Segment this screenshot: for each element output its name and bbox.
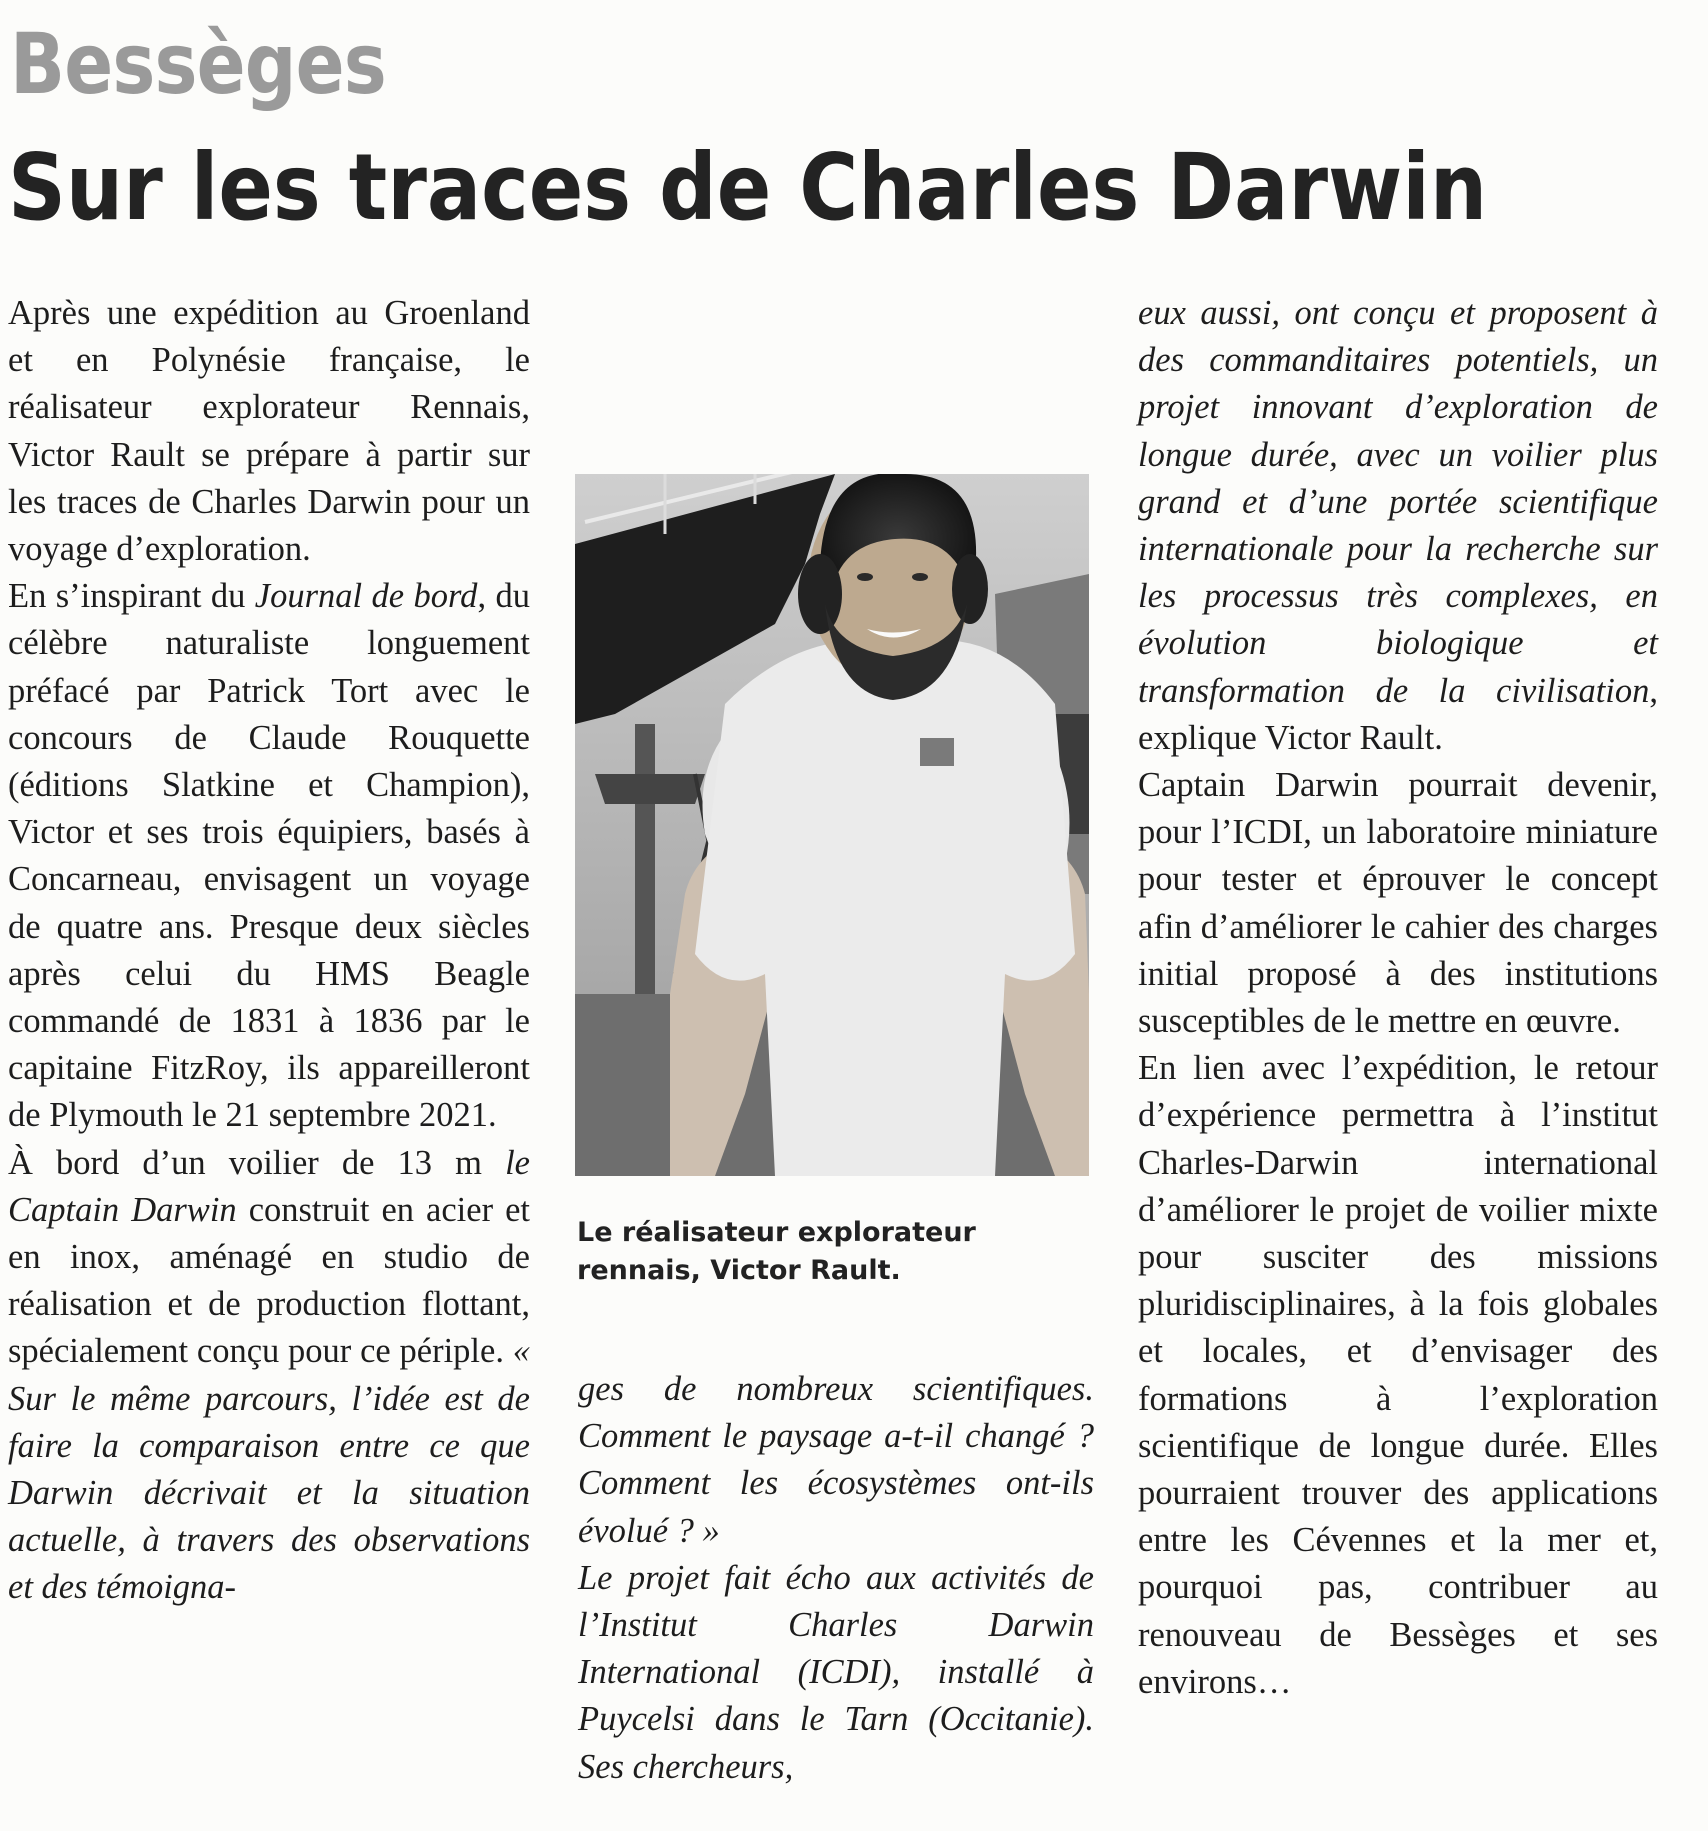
article-column-3 (1138, 290, 1658, 1706)
article-headline: Sur les traces de Charles Darwin (8, 134, 1488, 241)
caption-line: Le réalisateur explorateur (577, 1217, 976, 1248)
paragraph: eux aussi, ont conçu et proposent à des commanditaires potentiels, un projet innovant d’exploration de longue durée, avec un voilier plus grand et d’une portée scientifique internationale pour la recherche sur les processus très complexes, en évolution biologique et transformation de la civilisation, explique Victor Rault. (1138, 294, 1658, 757)
paragraph: En s’inspirant du Journal de bord, du célèbre naturaliste longuement préfacé par Patrick Tort avec le concours de Claude Rouquette (éditions Slatkine et Champion), Victor et ses trois équipiers, basés à Concarneau, envisagent un voyage de quatre ans. Presque deux siècles après celui du HMS Beagle commandé de 1831 à 1836 par le capitaine FitzRoy, ils appareilleront de Plymouth le 21 septembre 2021. (8, 577, 530, 1135)
article-column-2 (578, 1366, 1094, 1791)
paragraph: Après une expédition au Groenland et en Polynésie française, le réalisateur explorateur Rennais, Victor Rault se prépare à partir sur les traces de Charles Darwin pour un voyage d’exploration. (8, 294, 530, 569)
caption-line: rennais, Victor Rault. (577, 1255, 901, 1286)
article-kicker: Bessèges (10, 15, 386, 113)
photo-illustration (575, 474, 1089, 1176)
paragraph: En lien avec l’expédition, le retour d’expérience permettra à l’institut Charles-Darwin international d’améliorer le projet de voilier mixte pour susciter des missions pluridisciplinaires, à la fois globales et locales, et d’envisager des formations à l’exploration scientifique de longue durée. Elles pourraient trouver des applications entre les Cévennes et la mer et, pourquoi pas, contribuer au renouveau de Bessèges et ses environs… (1138, 1049, 1658, 1701)
paragraph: Captain Darwin pourrait devenir, pour l’ICDI, un laboratoire miniature pour tester et éprouver le concept afin d’améliorer le cahier des charges initial proposé à des institutions susceptibles de le mettre en œuvre. (1138, 766, 1658, 1041)
paragraph: Le projet fait écho aux activités de l’Institut Charles Darwin International (ICDI), installé à Puycelsi dans le Tarn (Occitanie). Ses chercheurs, (578, 1558, 1094, 1786)
portrait-photo (575, 474, 1089, 1176)
photo-caption (577, 1214, 1097, 1290)
article-column-1 (8, 290, 530, 1612)
paragraph: ges de nombreux scientifiques. Comment le paysage a-t-il changé ? Comment les écosystèmes ont-ils évolué ? » (578, 1370, 1094, 1550)
paragraph: À bord d’un voilier de 13 m le Captain Darwin construit en acier et en inox, aménagé en studio de réalisation et de production flottant, spécialement conçu pour ce périple. « Sur le même parcours, l’idée est de faire la comparaison entre ce que Darwin décrivait et la situation actuelle, à travers des observations et des témoigna- (8, 1143, 530, 1607)
